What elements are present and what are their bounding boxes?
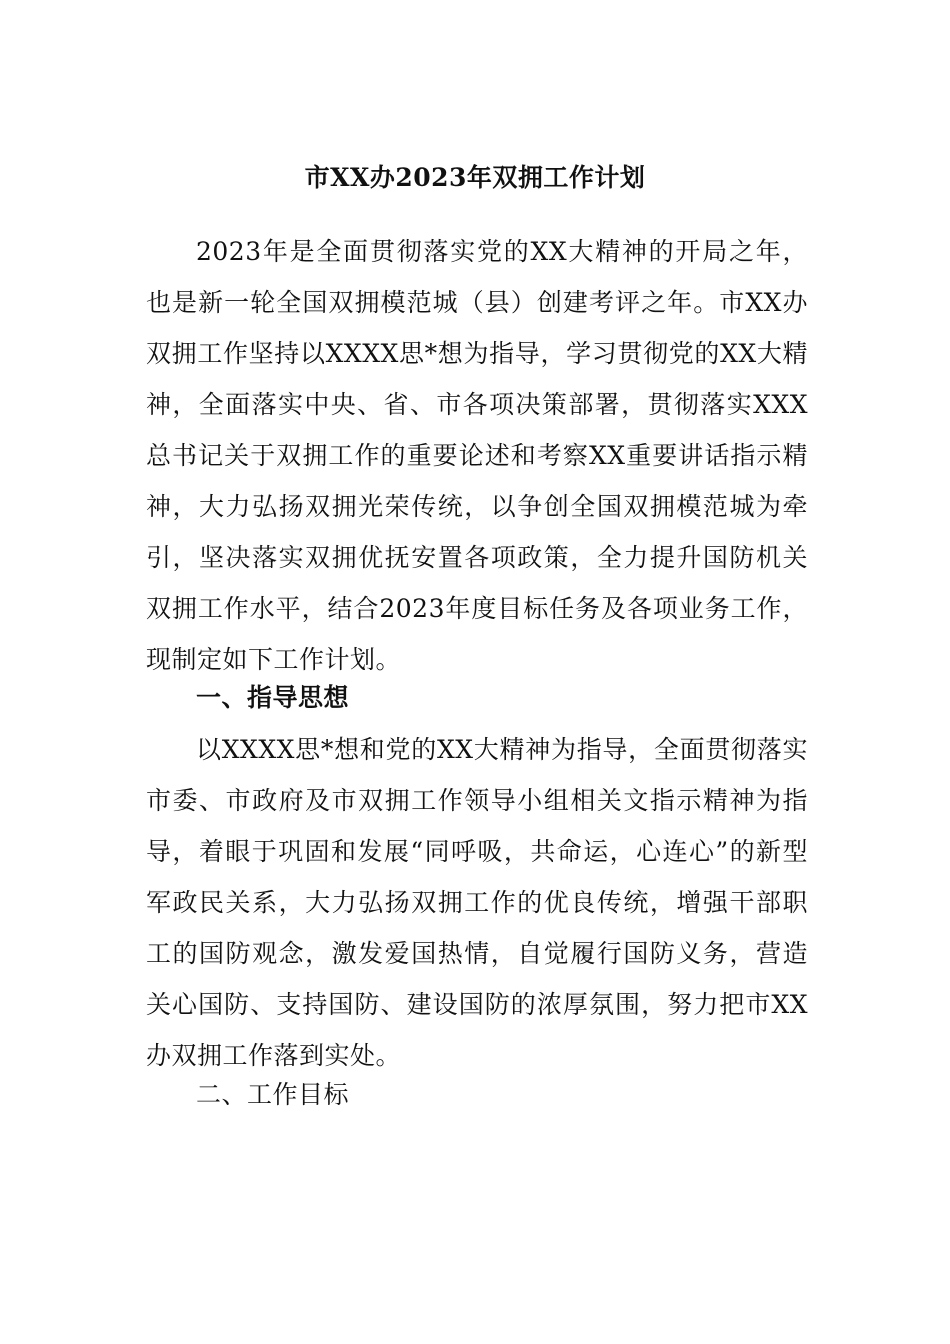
section-heading-work-goals: 二、工作目标 <box>196 1080 350 1109</box>
guiding-ideology-paragraph: 以XXXX思*想和党的XX大精神为指导，全面贯彻落实市委、市政府及市双拥工作领导小组相关文指示精神为指导，着眼于巩固和发展“同呼吸，共命运，心连心”的新型军政民关系，大力弘扬双拥工作的优良传统，增强干部职工的国防观念，激发爱国热情，自觉履行国防义务，营造关心国防、支持国防、建设国防的浓厚氛围，努力把市XX办双拥工作落到实处。 <box>146 735 808 1070</box>
document-title: 市XX办2023年双拥工作计划 <box>304 163 646 192</box>
section-heading-guiding-ideology: 一、指导思想 <box>196 683 350 712</box>
intro-paragraph: 2023年是全面贯彻落实党的XX大精神的开局之年，也是新一轮全国双拥模范城（县）创建考评之年。市XX办双拥工作坚持以XXXX思*想为指导，学习贯彻党的XX大精神，全面落实中央、省、市各项决策部署，贯彻落实XXX总书记关于双拥工作的重要论述和考察XX重要讲话指示精神，大力弘扬双拥光荣传统，以争创全国双拥模范城为牵引，坚决落实双拥优抚安置各项政策，全力提升国防机关双拥工作水平，结合2023年度目标任务及各项业务工作，现制定如下工作计划。 <box>146 237 808 674</box>
